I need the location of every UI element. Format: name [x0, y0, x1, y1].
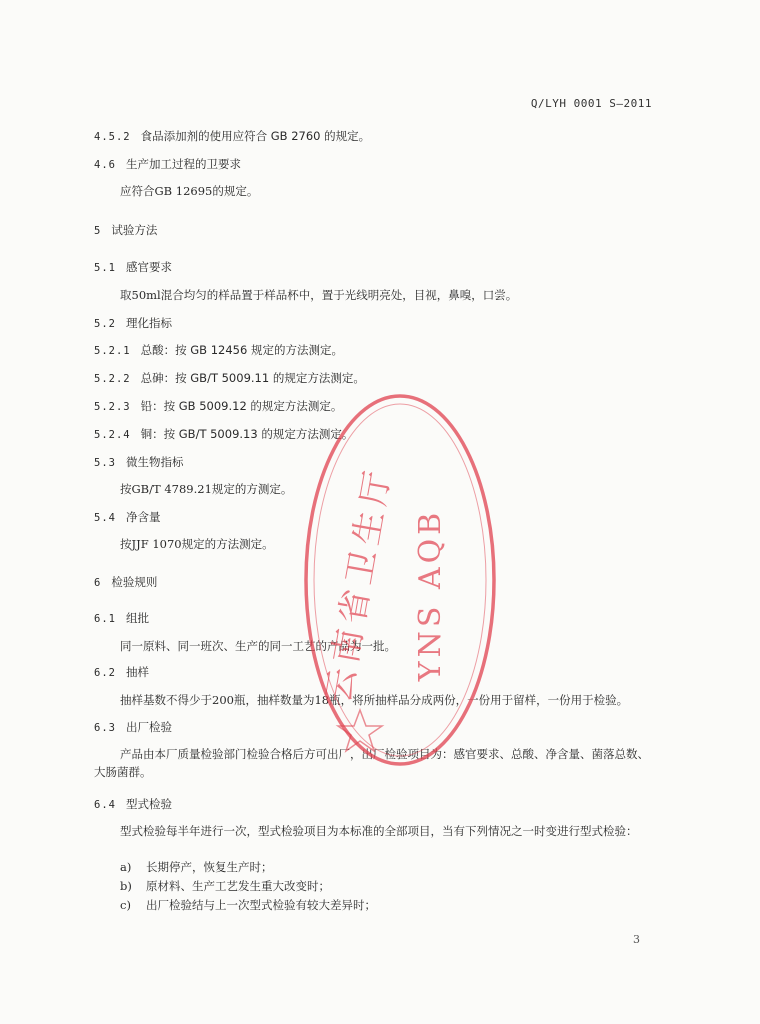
section-number: 6 [94, 577, 102, 589]
section-6-2 [94, 663, 660, 682]
section-6-3 [94, 718, 660, 737]
section-body: 应符合GB 12695的规定。 [120, 184, 259, 198]
section-heading: 生产加工过程的卫要求 [125, 157, 241, 171]
section-5-1 [94, 258, 660, 277]
section-heading: 试验方法 [111, 223, 158, 237]
section-heading: 感官要求 [125, 260, 172, 274]
section-6-4 [94, 795, 660, 814]
section-number: 5.2.1 [94, 345, 131, 357]
section-text: 铅：按 GB 5009.12 的规定方法测定。 [140, 399, 343, 413]
section-text: 铜：按 GB/T 5009.13 的规定方法测定。 [140, 427, 354, 441]
section-number: 5.2.4 [94, 429, 131, 441]
section-number: 5.1 [94, 262, 116, 274]
list-item [120, 896, 660, 914]
section-text: 食品添加剂的使用应符合 GB 2760 的规定。 [140, 129, 371, 143]
section-text: 总砷：按 GB/T 5009.11 的规定方法测定。 [140, 371, 365, 385]
section-body: 产品由本厂质量检验部门检验合格后方可出厂，出厂检验项目为：感官要求、总酸、净含量、菌落总数、大肠菌群。 [94, 747, 649, 779]
list-item [120, 877, 660, 895]
list-marker: c) [120, 898, 131, 912]
section-5-3 [94, 453, 660, 472]
section-body: 按GB/T 4789.21规定的方测定。 [120, 482, 293, 496]
section-number: 5.4 [94, 512, 116, 524]
section-body: 型式检验每半年进行一次，型式检验项目为本标准的全部项目，当有下列情况之一时变进行型式检验： [120, 824, 638, 838]
section-number: 5.2.2 [94, 373, 131, 385]
section-heading: 理化指标 [125, 316, 172, 330]
section-5-4 [94, 508, 660, 527]
section-number: 6.4 [94, 799, 116, 811]
section-number: 5.2 [94, 318, 116, 330]
section-number: 5.3 [94, 457, 116, 469]
section-heading: 检验规则 [111, 575, 158, 589]
section-body: 同一原料、同一班次、生产的同一工艺的产品为一批。 [120, 639, 396, 653]
list-item-text: 长期停产，恢复生产时； [146, 860, 273, 874]
section-number: 6.3 [94, 722, 116, 734]
section-body: 按JJF 1070规定的方法测定。 [120, 537, 274, 551]
section-heading: 微生物指标 [125, 455, 184, 469]
svg-text:云南省卫生厅: 云南省卫生厅 [318, 462, 400, 706]
document-code: Q/LYH 0001 S—2011 [530, 97, 652, 110]
section-6 [94, 573, 660, 592]
list-marker: b) [120, 879, 132, 893]
section-5-2 [94, 314, 660, 333]
section-number: 6.2 [94, 667, 116, 679]
section-number: 5 [94, 225, 102, 237]
section-5 [94, 221, 660, 240]
list-item [120, 858, 660, 876]
section-number: 4.6 [94, 159, 116, 171]
section-heading: 组批 [125, 611, 149, 625]
section-5-2-3 [94, 397, 660, 416]
section-heading: 抽样 [125, 665, 149, 679]
section-number: 5.2.3 [94, 401, 131, 413]
section-4-6 [94, 155, 660, 174]
list-item-text: 出厂检验结与上一次型式检验有较大差异时； [146, 898, 376, 912]
section-number: 6.1 [94, 613, 116, 625]
section-5-2-1 [94, 341, 660, 360]
section-body: 抽样基数不得少于200瓶，抽样数量为18瓶，将所抽样品分成两份，一份用于留样，一份用于检验。 [120, 693, 629, 707]
list-item-text: 原材料、生产工艺发生重大改变时； [146, 879, 330, 893]
svg-text:YNS AQB: YNS AQB [413, 508, 448, 682]
section-body: 取50ml混合均匀的样品置于样品杯中，置于光线明亮处，目视，鼻嗅，口尝。 [120, 288, 518, 302]
section-5-2-4 [94, 425, 660, 444]
section-4-5-2 [94, 127, 660, 146]
section-heading: 出厂检验 [125, 720, 172, 734]
section-text: 总酸：按 GB 12456 规定的方法测定。 [140, 343, 343, 357]
section-6-1 [94, 609, 660, 628]
section-number: 4.5.2 [94, 131, 131, 143]
section-heading: 净含量 [125, 510, 161, 524]
list-marker: a) [120, 860, 132, 874]
section-heading: 型式检验 [125, 797, 172, 811]
page-number: 3 [633, 933, 640, 946]
section-5-2-2 [94, 369, 660, 388]
